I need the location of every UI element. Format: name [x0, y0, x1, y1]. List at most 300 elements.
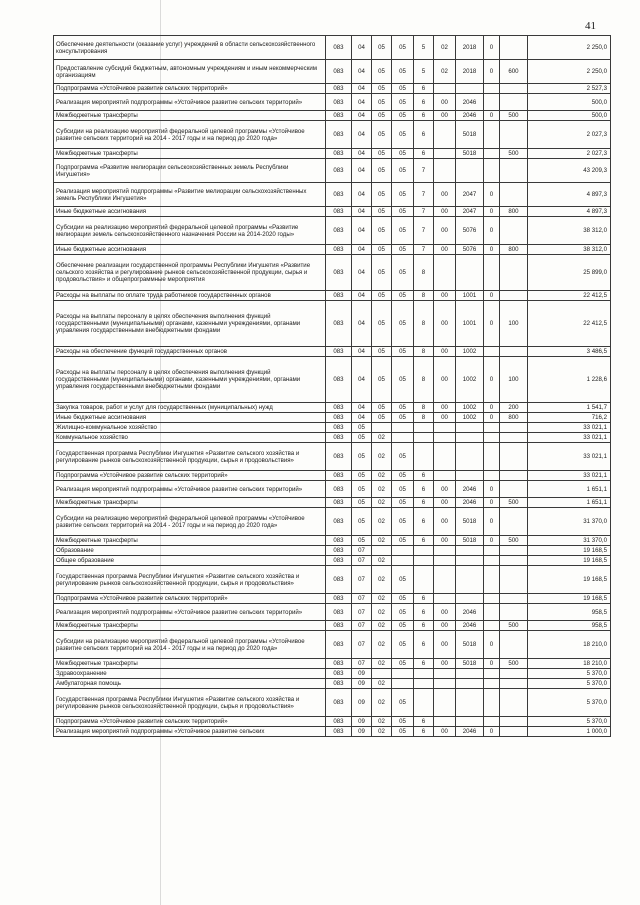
row-amount: 500,0: [528, 111, 611, 121]
row-code-cell: 500: [500, 111, 528, 121]
table-row: [54, 60, 611, 84]
row-code-cell: 05: [392, 291, 414, 301]
row-code-cell: [414, 689, 434, 717]
row-code-cell: 6: [414, 471, 434, 481]
row-code-cell: [484, 604, 500, 621]
row-code-cell: 05: [392, 357, 414, 403]
page-number: 41: [585, 20, 596, 32]
row-code-cell: 07: [352, 631, 372, 659]
row-code-cell: 083: [326, 413, 352, 423]
row-amount: 38 312,0: [528, 217, 611, 245]
row-code-cell: 5018: [456, 659, 484, 669]
row-code-cell: 500: [500, 498, 528, 508]
row-code-cell: 083: [326, 481, 352, 498]
row-code-cell: 800: [500, 207, 528, 217]
row-description: Межбюджетные трансферты: [54, 536, 326, 546]
table-row: [54, 536, 611, 546]
row-code-cell: [484, 94, 500, 111]
row-amount: 4 897,3: [528, 183, 611, 207]
row-code-cell: 083: [326, 111, 352, 121]
row-code-cell: 05: [372, 207, 392, 217]
row-code-cell: 09: [352, 679, 372, 689]
row-code-cell: 05: [352, 508, 372, 536]
row-code-cell: 00: [434, 217, 456, 245]
row-code-cell: 2047: [456, 207, 484, 217]
row-code-cell: 09: [352, 689, 372, 717]
row-amount: 1 228,6: [528, 357, 611, 403]
row-code-cell: 05: [392, 594, 414, 604]
row-code-cell: [434, 433, 456, 443]
budget-table-wrapper: [53, 35, 611, 737]
row-description: Подпрограмма «Развитие мелиорации сельскохозяйственных земель Республики Ингушетия»: [54, 159, 326, 183]
row-description: Подпрограмма «Устойчивое развитие сельских территорий»: [54, 84, 326, 94]
row-code-cell: [372, 423, 392, 433]
row-description: Расходы на обеспечение функций государственных органов: [54, 347, 326, 357]
row-code-cell: [434, 255, 456, 291]
row-description: Реализация мероприятий подпрограммы «Устойчивое развитие сельских территорий»: [54, 481, 326, 498]
row-code-cell: 04: [352, 217, 372, 245]
row-code-cell: 05: [392, 413, 414, 423]
row-description: Межбюджетные трансферты: [54, 149, 326, 159]
row-code-cell: [434, 84, 456, 94]
row-code-cell: [500, 471, 528, 481]
row-code-cell: [414, 669, 434, 679]
row-amount: 1 651,1: [528, 498, 611, 508]
row-code-cell: 800: [500, 413, 528, 423]
row-amount: 1 541,7: [528, 403, 611, 413]
row-code-cell: 5018: [456, 508, 484, 536]
row-code-cell: 05: [392, 443, 414, 471]
row-code-cell: [500, 604, 528, 621]
row-code-cell: 083: [326, 121, 352, 149]
row-code-cell: 04: [352, 291, 372, 301]
table-row: [54, 217, 611, 245]
row-code-cell: [456, 594, 484, 604]
row-code-cell: 0: [484, 36, 500, 60]
row-code-cell: 00: [434, 659, 456, 669]
row-code-cell: 04: [352, 183, 372, 207]
row-code-cell: 2018: [456, 60, 484, 84]
row-code-cell: 083: [326, 149, 352, 159]
row-code-cell: [456, 159, 484, 183]
row-amount: 19 168,5: [528, 546, 611, 556]
row-code-cell: 0: [484, 536, 500, 546]
row-amount: 18 210,0: [528, 659, 611, 669]
row-code-cell: [500, 481, 528, 498]
row-code-cell: [456, 689, 484, 717]
row-code-cell: 0: [484, 498, 500, 508]
row-code-cell: 05: [392, 217, 414, 245]
row-code-cell: 05: [352, 423, 372, 433]
row-code-cell: 083: [326, 207, 352, 217]
row-code-cell: 04: [352, 94, 372, 111]
row-description: Реализация мероприятий подпрограммы «Устойчивое развитие сельских территорий»: [54, 94, 326, 111]
row-code-cell: [434, 149, 456, 159]
row-code-cell: 05: [392, 111, 414, 121]
row-code-cell: 00: [434, 621, 456, 631]
row-code-cell: [456, 669, 484, 679]
row-code-cell: [434, 669, 456, 679]
row-code-cell: 083: [326, 60, 352, 84]
row-code-cell: 8: [414, 347, 434, 357]
row-code-cell: [456, 679, 484, 689]
row-code-cell: [500, 727, 528, 737]
row-code-cell: 6: [414, 149, 434, 159]
row-code-cell: 05: [392, 84, 414, 94]
row-code-cell: 07: [352, 594, 372, 604]
row-code-cell: 6: [414, 121, 434, 149]
row-code-cell: [414, 433, 434, 443]
row-code-cell: 083: [326, 566, 352, 594]
row-code-cell: 0: [484, 111, 500, 121]
table-row: [54, 357, 611, 403]
row-description: Жилищно-коммунальное хозяйство: [54, 423, 326, 433]
row-code-cell: 05: [392, 717, 414, 727]
row-code-cell: 7: [414, 245, 434, 255]
row-code-cell: 1002: [456, 357, 484, 403]
row-code-cell: [414, 423, 434, 433]
row-amount: 4 897,3: [528, 207, 611, 217]
row-description: Государственная программа Республики Ингушетия «Развитие сельского хозяйства и регулирование рынков сельскохозяйственной продукции, сырья и продовольствия»: [54, 566, 326, 594]
row-code-cell: 05: [372, 111, 392, 121]
row-amount: 5 370,0: [528, 717, 611, 727]
row-description: Здравоохранение: [54, 669, 326, 679]
row-code-cell: [414, 679, 434, 689]
row-code-cell: 05: [372, 121, 392, 149]
row-code-cell: [392, 669, 414, 679]
table-row: [54, 594, 611, 604]
table-row: [54, 717, 611, 727]
row-code-cell: 083: [326, 245, 352, 255]
table-row: [54, 498, 611, 508]
table-row: [54, 679, 611, 689]
row-code-cell: 083: [326, 255, 352, 291]
row-code-cell: 02: [372, 621, 392, 631]
row-amount: 5 370,0: [528, 669, 611, 679]
row-code-cell: [484, 594, 500, 604]
row-amount: 22 412,5: [528, 291, 611, 301]
row-code-cell: 0: [484, 508, 500, 536]
row-code-cell: 2046: [456, 498, 484, 508]
row-code-cell: 8: [414, 403, 434, 413]
row-code-cell: [392, 546, 414, 556]
row-code-cell: 2046: [456, 94, 484, 111]
row-code-cell: [456, 84, 484, 94]
row-code-cell: 07: [352, 566, 372, 594]
row-code-cell: 6: [414, 604, 434, 621]
row-amount: 5 370,0: [528, 679, 611, 689]
row-code-cell: 02: [372, 481, 392, 498]
row-amount: 18 210,0: [528, 631, 611, 659]
row-code-cell: [484, 149, 500, 159]
row-code-cell: 00: [434, 207, 456, 217]
row-code-cell: 05: [392, 183, 414, 207]
row-description: Государственная программа Республики Ингушетия «Развитие сельского хозяйства и регулирование рынков сельскохозяйственной продукции, сырья и продовольствия»: [54, 443, 326, 471]
table-row: [54, 94, 611, 111]
row-code-cell: 04: [352, 347, 372, 357]
row-code-cell: [392, 679, 414, 689]
row-code-cell: [500, 217, 528, 245]
row-description: Субсидии на реализацию мероприятий федеральной целевой программы «Развитие мелиорации земель сельскохозяйственного назначения России на 2014-2020 годы»: [54, 217, 326, 245]
row-code-cell: 0: [484, 481, 500, 498]
row-code-cell: 02: [434, 36, 456, 60]
row-code-cell: 04: [352, 36, 372, 60]
row-code-cell: 0: [484, 245, 500, 255]
row-code-cell: 02: [372, 536, 392, 546]
row-code-cell: [484, 423, 500, 433]
row-code-cell: 05: [392, 207, 414, 217]
row-code-cell: [500, 508, 528, 536]
row-description: Расходы на выплаты персоналу в целях обеспечения выполнения функций государственными (муниципальными) органами, казенными учреждениями, органами управления государственными внебюджетными фондами: [54, 357, 326, 403]
row-code-cell: 05: [392, 403, 414, 413]
row-code-cell: 083: [326, 556, 352, 566]
row-code-cell: [456, 433, 484, 443]
row-code-cell: [500, 594, 528, 604]
row-code-cell: 500: [500, 536, 528, 546]
row-description: Иные бюджетные ассигнования: [54, 245, 326, 255]
row-code-cell: 05: [392, 498, 414, 508]
row-code-cell: 0: [484, 301, 500, 347]
row-code-cell: 05: [392, 255, 414, 291]
row-code-cell: 04: [352, 301, 372, 347]
row-amount: 25 899,0: [528, 255, 611, 291]
row-amount: 2 027,3: [528, 121, 611, 149]
row-description: Реализация мероприятий подпрограммы «Развитие мелиорации сельскохозяйственных земель Республики Ингушетия»: [54, 183, 326, 207]
row-code-cell: 0: [484, 727, 500, 737]
row-code-cell: 600: [500, 60, 528, 84]
row-code-cell: 6: [414, 111, 434, 121]
row-code-cell: 02: [372, 679, 392, 689]
row-amount: 716,2: [528, 413, 611, 423]
row-code-cell: 5018: [456, 631, 484, 659]
row-code-cell: 02: [372, 727, 392, 737]
row-code-cell: 05: [372, 159, 392, 183]
row-code-cell: [434, 423, 456, 433]
row-code-cell: 05: [392, 245, 414, 255]
row-code-cell: 00: [434, 413, 456, 423]
row-code-cell: [500, 631, 528, 659]
row-code-cell: 00: [434, 498, 456, 508]
row-code-cell: [500, 669, 528, 679]
row-amount: 19 168,5: [528, 556, 611, 566]
row-description: Расходы на выплаты персоналу в целях обеспечения выполнения функций государственными (муниципальными) органами, казенными учреждениями, органами управления государственными внебюджетными фондами: [54, 301, 326, 347]
row-description: Образование: [54, 546, 326, 556]
row-code-cell: 00: [434, 631, 456, 659]
row-description: Закупка товаров, работ и услуг для государственных (муниципальных) нужд: [54, 403, 326, 413]
row-code-cell: 05: [372, 36, 392, 60]
row-code-cell: 2046: [456, 111, 484, 121]
row-code-cell: 05: [352, 536, 372, 546]
row-code-cell: 05: [352, 481, 372, 498]
row-code-cell: 6: [414, 621, 434, 631]
row-code-cell: 00: [434, 347, 456, 357]
row-code-cell: [484, 556, 500, 566]
row-code-cell: 04: [352, 111, 372, 121]
row-code-cell: 05: [392, 566, 414, 594]
row-code-cell: 05: [372, 245, 392, 255]
row-description: Коммунальное хозяйство: [54, 433, 326, 443]
row-code-cell: 00: [434, 357, 456, 403]
row-code-cell: [456, 255, 484, 291]
row-code-cell: [456, 546, 484, 556]
row-code-cell: [484, 443, 500, 471]
row-code-cell: [372, 669, 392, 679]
row-amount: 1 000,0: [528, 727, 611, 737]
row-code-cell: 083: [326, 536, 352, 546]
row-amount: 31 370,0: [528, 508, 611, 536]
row-code-cell: 05: [392, 94, 414, 111]
table-row: [54, 149, 611, 159]
row-amount: 958,5: [528, 604, 611, 621]
row-code-cell: 7: [414, 207, 434, 217]
row-code-cell: [414, 556, 434, 566]
row-code-cell: [456, 471, 484, 481]
row-amount: 22 412,5: [528, 301, 611, 347]
row-code-cell: [434, 159, 456, 183]
row-code-cell: 09: [352, 669, 372, 679]
row-code-cell: [434, 689, 456, 717]
table-row: [54, 621, 611, 631]
row-code-cell: [484, 84, 500, 94]
row-code-cell: 00: [434, 111, 456, 121]
row-code-cell: [392, 423, 414, 433]
row-code-cell: 05: [372, 301, 392, 347]
row-code-cell: 1001: [456, 301, 484, 347]
row-code-cell: 083: [326, 36, 352, 60]
row-code-cell: 05: [372, 413, 392, 423]
row-code-cell: 0: [484, 60, 500, 84]
row-code-cell: 7: [414, 183, 434, 207]
row-code-cell: [484, 347, 500, 357]
row-code-cell: 0: [484, 207, 500, 217]
row-code-cell: [484, 621, 500, 631]
row-code-cell: 05: [372, 255, 392, 291]
table-row: [54, 481, 611, 498]
row-code-cell: [484, 679, 500, 689]
row-amount: 33 021,1: [528, 443, 611, 471]
row-amount: 2 250,0: [528, 36, 611, 60]
row-description: Подпрограмма «Устойчивое развитие сельских территорий»: [54, 717, 326, 727]
row-code-cell: 07: [352, 604, 372, 621]
row-code-cell: [484, 433, 500, 443]
row-code-cell: 1002: [456, 403, 484, 413]
row-code-cell: 8: [414, 291, 434, 301]
row-code-cell: [434, 594, 456, 604]
row-code-cell: 05: [372, 84, 392, 94]
row-code-cell: 04: [352, 159, 372, 183]
row-code-cell: 05: [392, 604, 414, 621]
row-code-cell: 083: [326, 84, 352, 94]
row-amount: 33 021,1: [528, 433, 611, 443]
row-code-cell: 500: [500, 659, 528, 669]
row-code-cell: 05: [372, 357, 392, 403]
row-code-cell: [500, 679, 528, 689]
row-code-cell: [434, 679, 456, 689]
table-row: [54, 403, 611, 413]
row-code-cell: [392, 556, 414, 566]
row-code-cell: 0: [484, 357, 500, 403]
row-code-cell: 5018: [456, 149, 484, 159]
row-code-cell: 083: [326, 183, 352, 207]
row-code-cell: [414, 566, 434, 594]
row-code-cell: 05: [392, 536, 414, 546]
row-code-cell: [500, 121, 528, 149]
row-code-cell: 6: [414, 727, 434, 737]
table-row: [54, 245, 611, 255]
row-code-cell: 083: [326, 217, 352, 245]
row-code-cell: [500, 546, 528, 556]
row-code-cell: [484, 689, 500, 717]
row-code-cell: [456, 423, 484, 433]
row-code-cell: [500, 183, 528, 207]
row-code-cell: 6: [414, 717, 434, 727]
row-code-cell: [434, 121, 456, 149]
row-code-cell: 05: [372, 60, 392, 84]
row-code-cell: [500, 443, 528, 471]
row-code-cell: 2046: [456, 604, 484, 621]
row-description: Межбюджетные трансферты: [54, 498, 326, 508]
row-code-cell: 083: [326, 291, 352, 301]
row-code-cell: 05: [352, 471, 372, 481]
row-code-cell: [434, 566, 456, 594]
row-code-cell: 05: [352, 433, 372, 443]
table-row: [54, 727, 611, 737]
row-code-cell: 07: [352, 546, 372, 556]
row-amount: 3 486,5: [528, 347, 611, 357]
row-code-cell: 05: [392, 508, 414, 536]
row-code-cell: 2018: [456, 36, 484, 60]
row-code-cell: 083: [326, 423, 352, 433]
row-code-cell: 02: [434, 60, 456, 84]
row-code-cell: 083: [326, 621, 352, 631]
row-description: Расходы на выплаты по оплате труда работников государственных органов: [54, 291, 326, 301]
row-code-cell: 5076: [456, 217, 484, 245]
row-code-cell: 083: [326, 717, 352, 727]
row-code-cell: 00: [434, 604, 456, 621]
row-code-cell: 05: [372, 291, 392, 301]
row-code-cell: 05: [372, 217, 392, 245]
row-code-cell: 05: [372, 347, 392, 357]
row-code-cell: 6: [414, 84, 434, 94]
row-code-cell: 05: [392, 36, 414, 60]
row-code-cell: 083: [326, 498, 352, 508]
row-code-cell: [434, 471, 456, 481]
row-code-cell: 05: [352, 498, 372, 508]
row-code-cell: 09: [352, 727, 372, 737]
row-code-cell: 05: [392, 689, 414, 717]
row-description: Обеспечение деятельности (оказание услуг) учреждений в области сельскохозяйственного консультирования: [54, 36, 326, 60]
row-code-cell: 6: [414, 481, 434, 498]
row-code-cell: 5: [414, 60, 434, 84]
table-row: [54, 121, 611, 149]
table-row: [54, 183, 611, 207]
row-code-cell: 0: [484, 217, 500, 245]
row-code-cell: 083: [326, 659, 352, 669]
row-code-cell: 100: [500, 357, 528, 403]
row-code-cell: [500, 689, 528, 717]
table-row: [54, 111, 611, 121]
row-description: Амбулаторная помощь: [54, 679, 326, 689]
row-code-cell: [456, 566, 484, 594]
row-code-cell: 6: [414, 659, 434, 669]
row-code-cell: 05: [392, 347, 414, 357]
row-description: Предоставление субсидий бюджетным, автономным учреждениям и иным некоммерческим организациям: [54, 60, 326, 84]
row-code-cell: 083: [326, 669, 352, 679]
budget-table-body: [54, 36, 611, 737]
row-code-cell: 02: [372, 689, 392, 717]
row-code-cell: 6: [414, 498, 434, 508]
row-code-cell: 04: [352, 84, 372, 94]
